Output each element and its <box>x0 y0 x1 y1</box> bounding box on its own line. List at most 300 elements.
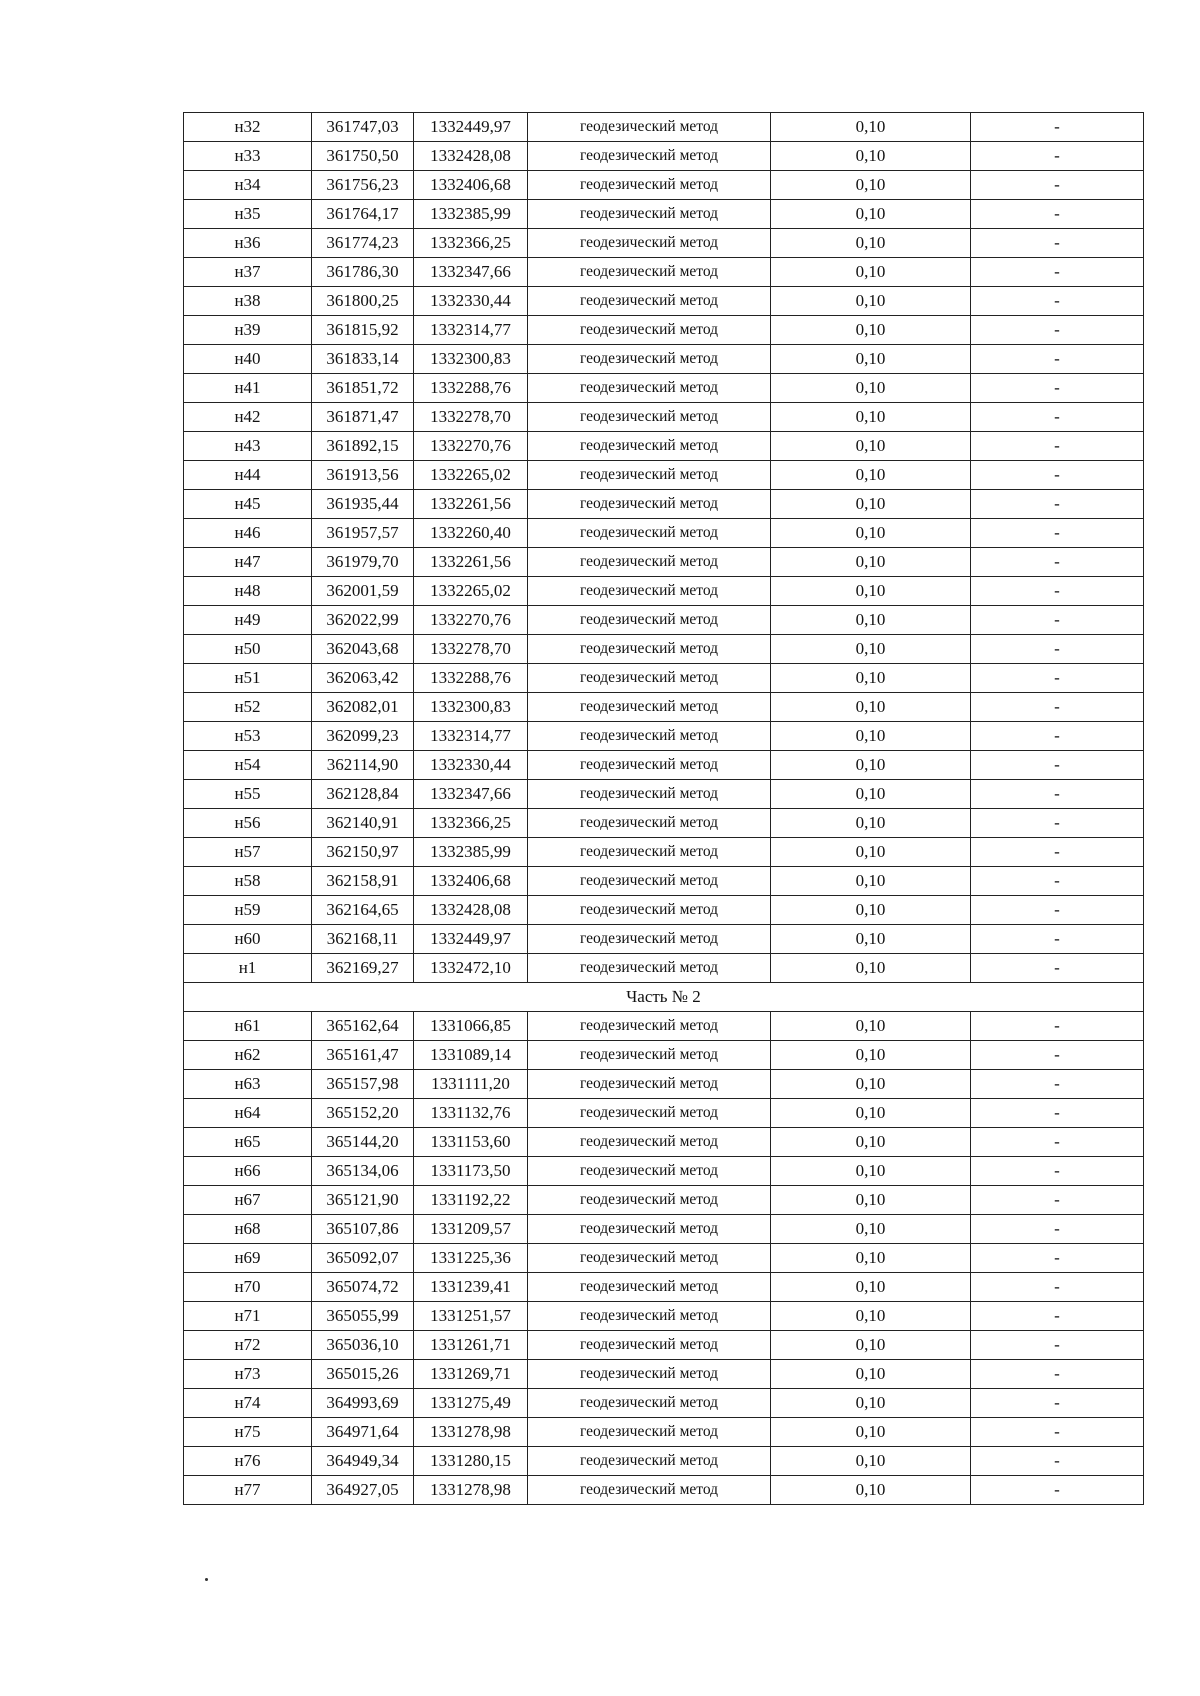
x-coordinate-cell: 361935,44 <box>312 490 414 519</box>
point-id-cell: н66 <box>184 1157 312 1186</box>
accuracy-cell: 0,10 <box>771 1128 971 1157</box>
table-row <box>184 1389 1144 1418</box>
table-row <box>184 664 1144 693</box>
point-id-cell: н75 <box>184 1418 312 1447</box>
x-coordinate-cell: 364949,34 <box>312 1447 414 1476</box>
x-coordinate-cell: 362001,59 <box>312 577 414 606</box>
y-coordinate-cell: 1331278,98 <box>414 1476 528 1505</box>
method-cell: геодезический метод <box>528 519 771 548</box>
method-cell: геодезический метод <box>528 1389 771 1418</box>
accuracy-cell: 0,10 <box>771 1186 971 1215</box>
accuracy-cell: 0,10 <box>771 142 971 171</box>
y-coordinate-cell: 1331278,98 <box>414 1418 528 1447</box>
x-coordinate-cell: 365157,98 <box>312 1070 414 1099</box>
y-coordinate-cell: 1331066,85 <box>414 1012 528 1041</box>
description-cell: - <box>971 1128 1144 1157</box>
point-id-cell: н40 <box>184 345 312 374</box>
table-row <box>184 258 1144 287</box>
point-id-cell: н38 <box>184 287 312 316</box>
table-row <box>184 1012 1144 1041</box>
point-id-cell: н39 <box>184 316 312 345</box>
y-coordinate-cell: 1332265,02 <box>414 577 528 606</box>
point-id-cell: н74 <box>184 1389 312 1418</box>
y-coordinate-cell: 1332300,83 <box>414 345 528 374</box>
accuracy-cell: 0,10 <box>771 490 971 519</box>
description-cell: - <box>971 1157 1144 1186</box>
table-row <box>184 1273 1144 1302</box>
accuracy-cell: 0,10 <box>771 519 971 548</box>
accuracy-cell: 0,10 <box>771 1360 971 1389</box>
method-cell: геодезический метод <box>528 1128 771 1157</box>
method-cell: геодезический метод <box>528 345 771 374</box>
description-cell: - <box>971 1215 1144 1244</box>
description-cell: - <box>971 1418 1144 1447</box>
y-coordinate-cell: 1332406,68 <box>414 171 528 200</box>
y-coordinate-cell: 1332428,08 <box>414 142 528 171</box>
table-row <box>184 780 1144 809</box>
y-coordinate-cell: 1332314,77 <box>414 722 528 751</box>
y-coordinate-cell: 1331209,57 <box>414 1215 528 1244</box>
method-cell: геодезический метод <box>528 1099 771 1128</box>
table-row <box>184 1447 1144 1476</box>
x-coordinate-cell: 361750,50 <box>312 142 414 171</box>
table-row <box>184 1476 1144 1505</box>
point-id-cell: н37 <box>184 258 312 287</box>
x-coordinate-cell: 362164,65 <box>312 896 414 925</box>
description-cell: - <box>971 1186 1144 1215</box>
stray-mark <box>205 1578 208 1581</box>
method-cell: геодезический метод <box>528 635 771 664</box>
description-cell: - <box>971 1302 1144 1331</box>
accuracy-cell: 0,10 <box>771 1447 971 1476</box>
x-coordinate-cell: 362169,27 <box>312 954 414 983</box>
accuracy-cell: 0,10 <box>771 1331 971 1360</box>
description-cell: - <box>971 171 1144 200</box>
y-coordinate-cell: 1332366,25 <box>414 229 528 258</box>
method-cell: геодезический метод <box>528 925 771 954</box>
accuracy-cell: 0,10 <box>771 316 971 345</box>
point-id-cell: н77 <box>184 1476 312 1505</box>
method-cell: геодезический метод <box>528 1070 771 1099</box>
accuracy-cell: 0,10 <box>771 258 971 287</box>
x-coordinate-cell: 361871,47 <box>312 403 414 432</box>
point-id-cell: н71 <box>184 1302 312 1331</box>
accuracy-cell: 0,10 <box>771 1070 971 1099</box>
y-coordinate-cell: 1331269,71 <box>414 1360 528 1389</box>
table-row <box>184 1128 1144 1157</box>
method-cell: геодезический метод <box>528 1244 771 1273</box>
point-id-cell: н62 <box>184 1041 312 1070</box>
description-cell: - <box>971 1447 1144 1476</box>
method-cell: геодезический метод <box>528 1012 771 1041</box>
description-cell: - <box>971 809 1144 838</box>
point-id-cell: н1 <box>184 954 312 983</box>
point-id-cell: н57 <box>184 838 312 867</box>
x-coordinate-cell: 362168,11 <box>312 925 414 954</box>
y-coordinate-cell: 1332278,70 <box>414 635 528 664</box>
x-coordinate-cell: 365121,90 <box>312 1186 414 1215</box>
accuracy-cell: 0,10 <box>771 606 971 635</box>
y-coordinate-cell: 1332385,99 <box>414 200 528 229</box>
description-cell: - <box>971 403 1144 432</box>
y-coordinate-cell: 1332347,66 <box>414 780 528 809</box>
accuracy-cell: 0,10 <box>771 925 971 954</box>
point-id-cell: н35 <box>184 200 312 229</box>
x-coordinate-cell: 365036,10 <box>312 1331 414 1360</box>
point-id-cell: н73 <box>184 1360 312 1389</box>
point-id-cell: н69 <box>184 1244 312 1273</box>
method-cell: геодезический метод <box>528 664 771 693</box>
y-coordinate-cell: 1331132,76 <box>414 1099 528 1128</box>
method-cell: геодезический метод <box>528 867 771 896</box>
x-coordinate-cell: 365134,06 <box>312 1157 414 1186</box>
method-cell: геодезический метод <box>528 1360 771 1389</box>
method-cell: геодезический метод <box>528 316 771 345</box>
accuracy-cell: 0,10 <box>771 287 971 316</box>
accuracy-cell: 0,10 <box>771 345 971 374</box>
method-cell: геодезический метод <box>528 693 771 722</box>
point-id-cell: н32 <box>184 113 312 142</box>
x-coordinate-cell: 361747,03 <box>312 113 414 142</box>
y-coordinate-cell: 1332385,99 <box>414 838 528 867</box>
x-coordinate-cell: 361800,25 <box>312 287 414 316</box>
point-id-cell: н53 <box>184 722 312 751</box>
accuracy-cell: 0,10 <box>771 1012 971 1041</box>
accuracy-cell: 0,10 <box>771 1041 971 1070</box>
method-cell: геодезический метод <box>528 461 771 490</box>
x-coordinate-cell: 365152,20 <box>312 1099 414 1128</box>
x-coordinate-cell: 362043,68 <box>312 635 414 664</box>
point-id-cell: н52 <box>184 693 312 722</box>
table-row <box>184 896 1144 925</box>
table-row <box>184 838 1144 867</box>
description-cell: - <box>971 345 1144 374</box>
table-row <box>184 374 1144 403</box>
description-cell: - <box>971 142 1144 171</box>
point-id-cell: н59 <box>184 896 312 925</box>
coordinates-table <box>183 112 1144 1505</box>
description-cell: - <box>971 519 1144 548</box>
point-id-cell: н42 <box>184 403 312 432</box>
y-coordinate-cell: 1331153,60 <box>414 1128 528 1157</box>
point-id-cell: н68 <box>184 1215 312 1244</box>
point-id-cell: н49 <box>184 606 312 635</box>
y-coordinate-cell: 1331192,22 <box>414 1186 528 1215</box>
point-id-cell: н70 <box>184 1273 312 1302</box>
point-id-cell: н47 <box>184 548 312 577</box>
method-cell: геодезический метод <box>528 722 771 751</box>
x-coordinate-cell: 362150,97 <box>312 838 414 867</box>
accuracy-cell: 0,10 <box>771 693 971 722</box>
accuracy-cell: 0,10 <box>771 403 971 432</box>
table-row <box>184 519 1144 548</box>
y-coordinate-cell: 1332406,68 <box>414 867 528 896</box>
description-cell: - <box>971 1041 1144 1070</box>
table-row <box>184 1070 1144 1099</box>
table-row <box>184 954 1144 983</box>
description-cell: - <box>971 1012 1144 1041</box>
point-id-cell: н51 <box>184 664 312 693</box>
x-coordinate-cell: 365162,64 <box>312 1012 414 1041</box>
accuracy-cell: 0,10 <box>771 374 971 403</box>
accuracy-cell: 0,10 <box>771 1302 971 1331</box>
accuracy-cell: 0,10 <box>771 780 971 809</box>
table-row <box>184 461 1144 490</box>
table-row <box>184 287 1144 316</box>
table-row <box>184 635 1144 664</box>
method-cell: геодезический метод <box>528 374 771 403</box>
description-cell: - <box>971 200 1144 229</box>
table-row <box>184 432 1144 461</box>
point-id-cell: н54 <box>184 751 312 780</box>
x-coordinate-cell: 362140,91 <box>312 809 414 838</box>
description-cell: - <box>971 780 1144 809</box>
x-coordinate-cell: 365055,99 <box>312 1302 414 1331</box>
y-coordinate-cell: 1332449,97 <box>414 113 528 142</box>
x-coordinate-cell: 361851,72 <box>312 374 414 403</box>
method-cell: геодезический метод <box>528 954 771 983</box>
x-coordinate-cell: 361756,23 <box>312 171 414 200</box>
table-row <box>184 142 1144 171</box>
description-cell: - <box>971 606 1144 635</box>
description-cell: - <box>971 635 1144 664</box>
part-header-row <box>184 983 1144 1012</box>
point-id-cell: н76 <box>184 1447 312 1476</box>
table-row <box>184 1302 1144 1331</box>
point-id-cell: н56 <box>184 809 312 838</box>
description-cell: - <box>971 1273 1144 1302</box>
point-id-cell: н34 <box>184 171 312 200</box>
table-row <box>184 1331 1144 1360</box>
table-row <box>184 577 1144 606</box>
accuracy-cell: 0,10 <box>771 1273 971 1302</box>
y-coordinate-cell: 1332428,08 <box>414 896 528 925</box>
point-id-cell: н65 <box>184 1128 312 1157</box>
description-cell: - <box>971 316 1144 345</box>
accuracy-cell: 0,10 <box>771 1099 971 1128</box>
description-cell: - <box>971 664 1144 693</box>
x-coordinate-cell: 362082,01 <box>312 693 414 722</box>
method-cell: геодезический метод <box>528 1476 771 1505</box>
y-coordinate-cell: 1332260,40 <box>414 519 528 548</box>
x-coordinate-cell: 361892,15 <box>312 432 414 461</box>
accuracy-cell: 0,10 <box>771 171 971 200</box>
accuracy-cell: 0,10 <box>771 113 971 142</box>
accuracy-cell: 0,10 <box>771 432 971 461</box>
accuracy-cell: 0,10 <box>771 1418 971 1447</box>
y-coordinate-cell: 1331280,15 <box>414 1447 528 1476</box>
x-coordinate-cell: 362114,90 <box>312 751 414 780</box>
point-id-cell: н67 <box>184 1186 312 1215</box>
method-cell: геодезический метод <box>528 113 771 142</box>
method-cell: геодезический метод <box>528 287 771 316</box>
accuracy-cell: 0,10 <box>771 1215 971 1244</box>
table-row <box>184 867 1144 896</box>
y-coordinate-cell: 1331239,41 <box>414 1273 528 1302</box>
x-coordinate-cell: 361913,56 <box>312 461 414 490</box>
description-cell: - <box>971 751 1144 780</box>
table-row <box>184 1418 1144 1447</box>
method-cell: геодезический метод <box>528 171 771 200</box>
accuracy-cell: 0,10 <box>771 1476 971 1505</box>
accuracy-cell: 0,10 <box>771 954 971 983</box>
point-id-cell: н64 <box>184 1099 312 1128</box>
description-cell: - <box>971 461 1144 490</box>
x-coordinate-cell: 364927,05 <box>312 1476 414 1505</box>
accuracy-cell: 0,10 <box>771 1157 971 1186</box>
table-row <box>184 693 1144 722</box>
x-coordinate-cell: 365161,47 <box>312 1041 414 1070</box>
method-cell: геодезический метод <box>528 577 771 606</box>
table-row <box>184 171 1144 200</box>
description-cell: - <box>971 1070 1144 1099</box>
x-coordinate-cell: 361815,92 <box>312 316 414 345</box>
table-row <box>184 345 1144 374</box>
accuracy-cell: 0,10 <box>771 664 971 693</box>
description-cell: - <box>971 374 1144 403</box>
method-cell: геодезический метод <box>528 606 771 635</box>
point-id-cell: н44 <box>184 461 312 490</box>
y-coordinate-cell: 1332288,76 <box>414 664 528 693</box>
x-coordinate-cell: 365107,86 <box>312 1215 414 1244</box>
point-id-cell: н36 <box>184 229 312 258</box>
description-cell: - <box>971 1099 1144 1128</box>
coordinates-table-body <box>184 113 1144 1505</box>
x-coordinate-cell: 361833,14 <box>312 345 414 374</box>
method-cell: геодезический метод <box>528 896 771 925</box>
y-coordinate-cell: 1331089,14 <box>414 1041 528 1070</box>
description-cell: - <box>971 287 1144 316</box>
accuracy-cell: 0,10 <box>771 229 971 258</box>
x-coordinate-cell: 364993,69 <box>312 1389 414 1418</box>
method-cell: геодезический метод <box>528 751 771 780</box>
description-cell: - <box>971 838 1144 867</box>
method-cell: геодезический метод <box>528 1302 771 1331</box>
description-cell: - <box>971 1244 1144 1273</box>
x-coordinate-cell: 362128,84 <box>312 780 414 809</box>
table-row <box>184 722 1144 751</box>
description-cell: - <box>971 490 1144 519</box>
description-cell: - <box>971 229 1144 258</box>
part-title: Часть № 2 <box>184 983 1144 1012</box>
table-row <box>184 1244 1144 1273</box>
x-coordinate-cell: 361764,17 <box>312 200 414 229</box>
method-cell: геодезический метод <box>528 548 771 577</box>
y-coordinate-cell: 1332278,70 <box>414 403 528 432</box>
description-cell: - <box>971 577 1144 606</box>
y-coordinate-cell: 1331261,71 <box>414 1331 528 1360</box>
accuracy-cell: 0,10 <box>771 461 971 490</box>
description-cell: - <box>971 954 1144 983</box>
table-row <box>184 1215 1144 1244</box>
description-cell: - <box>971 1331 1144 1360</box>
x-coordinate-cell: 365144,20 <box>312 1128 414 1157</box>
y-coordinate-cell: 1332261,56 <box>414 548 528 577</box>
method-cell: геодезический метод <box>528 1273 771 1302</box>
point-id-cell: н55 <box>184 780 312 809</box>
point-id-cell: н50 <box>184 635 312 664</box>
accuracy-cell: 0,10 <box>771 809 971 838</box>
table-row <box>184 751 1144 780</box>
point-id-cell: н58 <box>184 867 312 896</box>
x-coordinate-cell: 365015,26 <box>312 1360 414 1389</box>
table-row <box>184 1186 1144 1215</box>
x-coordinate-cell: 364971,64 <box>312 1418 414 1447</box>
y-coordinate-cell: 1332330,44 <box>414 287 528 316</box>
table-row <box>184 200 1144 229</box>
y-coordinate-cell: 1332330,44 <box>414 751 528 780</box>
method-cell: геодезический метод <box>528 229 771 258</box>
point-id-cell: н43 <box>184 432 312 461</box>
table-row <box>184 809 1144 838</box>
table-row <box>184 316 1144 345</box>
table-row <box>184 1041 1144 1070</box>
y-coordinate-cell: 1332261,56 <box>414 490 528 519</box>
accuracy-cell: 0,10 <box>771 1389 971 1418</box>
x-coordinate-cell: 361957,57 <box>312 519 414 548</box>
point-id-cell: н60 <box>184 925 312 954</box>
method-cell: геодезический метод <box>528 1418 771 1447</box>
method-cell: геодезический метод <box>528 780 771 809</box>
description-cell: - <box>971 896 1144 925</box>
method-cell: геодезический метод <box>528 1215 771 1244</box>
x-coordinate-cell: 361786,30 <box>312 258 414 287</box>
description-cell: - <box>971 693 1144 722</box>
method-cell: геодезический метод <box>528 200 771 229</box>
accuracy-cell: 0,10 <box>771 577 971 606</box>
accuracy-cell: 0,10 <box>771 838 971 867</box>
method-cell: геодезический метод <box>528 1331 771 1360</box>
method-cell: геодезический метод <box>528 809 771 838</box>
accuracy-cell: 0,10 <box>771 722 971 751</box>
description-cell: - <box>971 722 1144 751</box>
point-id-cell: н41 <box>184 374 312 403</box>
accuracy-cell: 0,10 <box>771 867 971 896</box>
x-coordinate-cell: 361774,23 <box>312 229 414 258</box>
accuracy-cell: 0,10 <box>771 200 971 229</box>
method-cell: геодезический метод <box>528 142 771 171</box>
description-cell: - <box>971 1360 1144 1389</box>
y-coordinate-cell: 1331173,50 <box>414 1157 528 1186</box>
table-row <box>184 490 1144 519</box>
point-id-cell: н33 <box>184 142 312 171</box>
accuracy-cell: 0,10 <box>771 751 971 780</box>
description-cell: - <box>971 258 1144 287</box>
y-coordinate-cell: 1332300,83 <box>414 693 528 722</box>
description-cell: - <box>971 548 1144 577</box>
description-cell: - <box>971 113 1144 142</box>
x-coordinate-cell: 362063,42 <box>312 664 414 693</box>
point-id-cell: н63 <box>184 1070 312 1099</box>
x-coordinate-cell: 362022,99 <box>312 606 414 635</box>
point-id-cell: н61 <box>184 1012 312 1041</box>
description-cell: - <box>971 1389 1144 1418</box>
y-coordinate-cell: 1331111,20 <box>414 1070 528 1099</box>
method-cell: геодезический метод <box>528 1157 771 1186</box>
y-coordinate-cell: 1332347,66 <box>414 258 528 287</box>
description-cell: - <box>971 1476 1144 1505</box>
table-row <box>184 229 1144 258</box>
x-coordinate-cell: 361979,70 <box>312 548 414 577</box>
accuracy-cell: 0,10 <box>771 548 971 577</box>
y-coordinate-cell: 1332270,76 <box>414 606 528 635</box>
y-coordinate-cell: 1332366,25 <box>414 809 528 838</box>
point-id-cell: н48 <box>184 577 312 606</box>
point-id-cell: н46 <box>184 519 312 548</box>
method-cell: геодезический метод <box>528 838 771 867</box>
table-row <box>184 925 1144 954</box>
table-row <box>184 606 1144 635</box>
